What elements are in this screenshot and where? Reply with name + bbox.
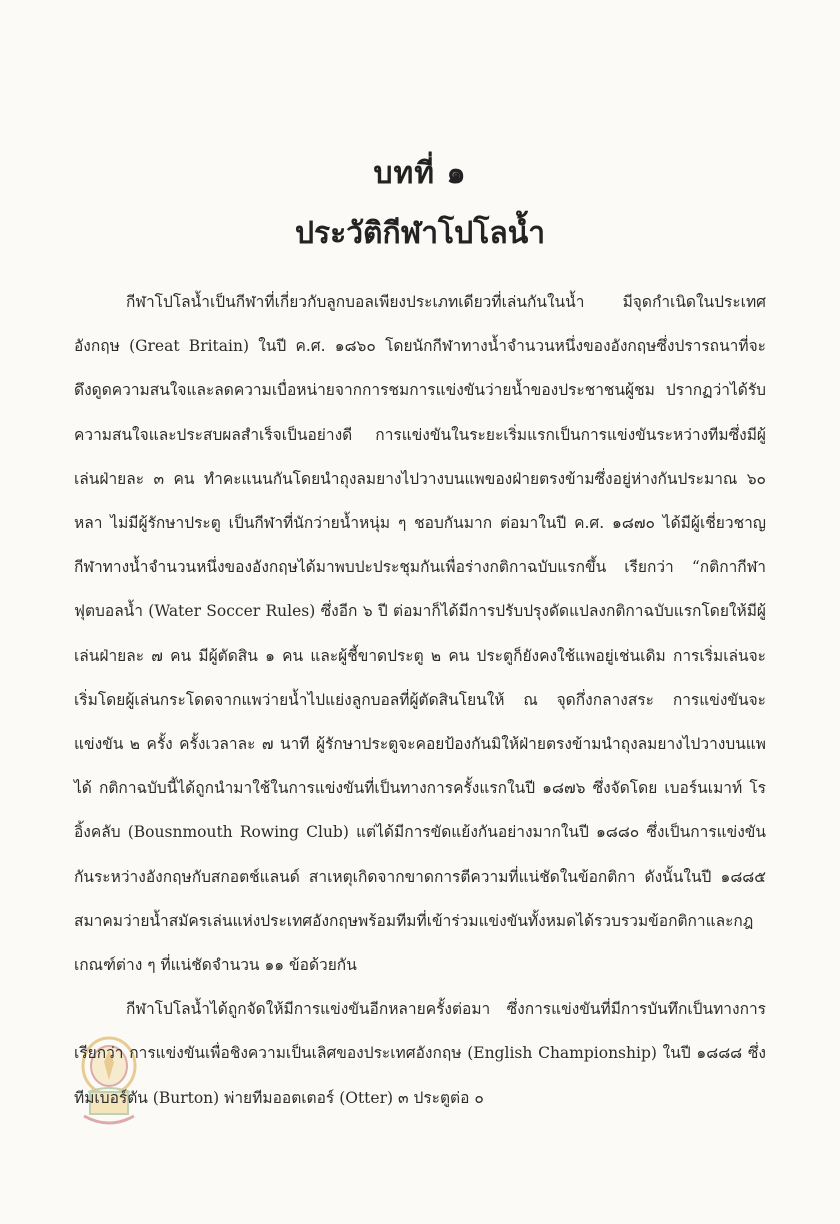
paragraph: กีฬาโปโลน้ำเป็นกีฬาที่เกี่ยวกับลูกบอลเพียงประเภทเดียวที่เล่นกันในน้ำ มีจุดกำเนิดในประเทศอังกฤษ (Great Britain) ในปี ค.ศ. ๑๘๖๐ โดยนักกีฬาทางน้ำจำนวนหนึ่งของอังกฤษซึ่งปรารถนาที่จะดึงดูดความสนใจและลดความเบื่อหน่ายจากการชมการแข่งขันว่ายน้ำของประชาชนผู้ชม ปรากฏว่าได้รับความสนใจและประสบผลสำเร็จเป็นอย่างดี การแข่งขันในระยะเริ่มแรกเป็นการแข่งขันระหว่างทีมซึ่งมีผู้เล่นฝ่ายละ ๓ คน ทำคะแนนกันโดยนำถุงลมยางไปวางบนแพของฝ่ายตรงข้ามซึ่งอยู่ห่างกันประมาณ ๖๐ หลา ไม่มีผู้รักษาประตู เป็นกีฬาที่นักว่ายน้ำหนุ่ม ๆ ชอบกันมาก ต่อมาในปี ค.ศ. ๑๘๗๐ ได้มีผู้เชี่ยวชาญกีฬาทางน้ำจำนวนหนึ่งของอังกฤษได้มาพบปะประชุมกันเพื่อร่างกติกาฉบับแรกขึ้น เรียกว่า “กติกากีฬาฟุตบอลน้ำ (Water Soccer Rules) ซึ่งอีก ๖ ปี ต่อมาก็ได้มีการปรับปรุงดัดแปลงกติกาฉบับแรกโดยให้มีผู้เล่นฝ่ายละ ๗ คน มีผู้ตัดสิน ๑ คน และผู้ชี้ขาดประตู ๒ คน ประตูก็ยังคงใช้แพอยู่เช่นเดิม การเริ่มเล่นจะเริ่มโดยผู้เล่นกระโดดจากแพว่ายน้ำไปแย่งลูกบอลที่ผู้ตัดสินโยนให้ ณ จุดกึ่งกลางสระ การแข่งขันจะแข่งขัน ๒ ครั้ง ครั้งเวลาละ ๗ นาที ผู้รักษาประตูจะคอยป้องกันมิให้ฝ่ายตรงข้ามนำถุงลมยางไปวางบนแพได้ กติกาฉบับนี้ได้ถูกนำมาใช้ในการแข่งขันที่เป็นทางการครั้งแรกในปี ๑๘๗๖ ซึ่งจัดโดย เบอร์นเมาท์ โรอิ้งคลับ (Bousnmouth Rowing Club) แต่ได้มีการขัดแย้งกันอย่างมากในปี ๑๘๘๐ ซึ่งเป็นการแข่งขันกันระหว่างอังกฤษกับสกอตช์แลนด์ สาเหตุเกิดจากขาดการตีความที่แน่ชัดในข้อกติกา ดังนั้นในปี ๑๘๘๕ สมาคมว่ายน้ำสมัครเล่นแห่งประเทศอังกฤษพร้อมทีมที่เข้าร่วมแข่งขันทั้งหมดได้รวบรวมข้อกติกาและกฎเกณฑ์ต่าง ๆ ที่แน่ชัดจำนวน ๑๑ ข้อด้วยกัน [74,293,766,975]
paragraph: กีฬาโปโลน้ำได้ถูกจัดให้มีการแข่งขันอีกหลายครั้งต่อมา ซึ่งการแข่งขันที่มีการบันทึกเป็นทางการเรียกว่า การแข่งขันเพื่อชิงความเป็นเลิศของประเทศอังกฤษ (English Championship) ในปี ๑๘๘๘ ซึ่งทีมเบอร์ตัน (Burton) พ่ายทีมออตเตอร์ (Otter) ๓ ประตูต่อ ๐ [74,1000,766,1107]
chapter-number: บทที่ ๑ [373,156,467,191]
chapter-title: ประวัติกีฬาโปโลน้ำ [294,216,546,251]
body-text [74,280,766,1120]
